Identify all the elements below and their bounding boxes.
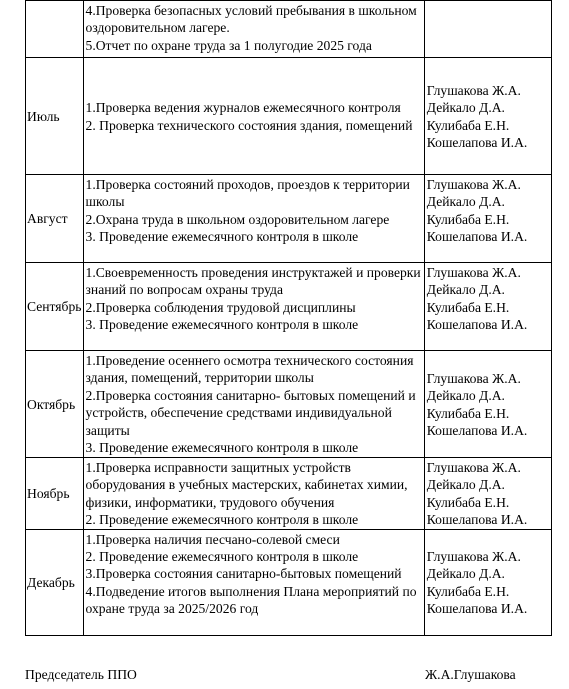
month-cell bbox=[26, 58, 84, 175]
month-label: Август bbox=[27, 211, 68, 227]
month-label: Октябрь bbox=[27, 396, 76, 412]
task-item: 4.Подведение итогов выполнения Плана мероприятий по охране труда за 2025/2026 год bbox=[85, 583, 417, 617]
task-item: 3. Проведение ежемесячного контроля в школе bbox=[85, 440, 359, 456]
task-item: 1.Проверка состояний проходов, проездов к территории школы bbox=[85, 177, 410, 210]
table-row bbox=[26, 58, 552, 175]
responsible-person: Кошелапова И.А. bbox=[426, 134, 528, 150]
tasks-cell bbox=[83, 175, 424, 263]
task-item: 2.Проверка соблюдения трудовой дисциплины bbox=[85, 299, 356, 315]
responsible-person: Глушакова Ж.А. bbox=[426, 548, 521, 564]
task-item: 3. Проведение ежемесячного контроля в школе bbox=[85, 317, 359, 333]
tasks-cell bbox=[83, 263, 424, 351]
table-row bbox=[26, 175, 552, 263]
responsible-cell bbox=[424, 175, 551, 263]
responsible-cell bbox=[424, 458, 551, 530]
table-row bbox=[26, 1, 552, 58]
responsible-person: Дейкало Д.А. bbox=[426, 388, 505, 404]
tasks-cell bbox=[83, 58, 424, 175]
work-plan-table bbox=[25, 0, 552, 636]
month-label: Июль bbox=[27, 108, 60, 124]
responsible-person: Дейкало Д.А. bbox=[426, 477, 505, 493]
responsible-person: Кошелапова И.А. bbox=[426, 229, 528, 245]
responsible-person: Дейкало Д.А. bbox=[426, 100, 505, 116]
responsible-person: Глушакова Ж.А. bbox=[426, 460, 521, 475]
task-item: 4.Проверка безопасных условий пребывания в школьном оздоровительном лагере. bbox=[85, 3, 417, 36]
task-item: 1.Проверка исправности защитных устройств оборудования в учебных мастерских, кабинетах химии, физики, информатики, трудового обучения bbox=[85, 460, 408, 510]
chairman-name: Ж.А.Глушакова bbox=[425, 667, 516, 682]
responsible-cell bbox=[424, 58, 551, 175]
responsible-person: Глушакова Ж.А. bbox=[426, 265, 521, 280]
task-item: 2.Охрана труда в школьном оздоровительном лагере bbox=[85, 211, 390, 227]
tasks-cell bbox=[83, 351, 424, 458]
responsible-person: Кошелапова И.А. bbox=[426, 512, 528, 528]
task-item: 3.Проверка состояния санитарно-бытовых помещений bbox=[85, 566, 402, 582]
month-cell bbox=[26, 263, 84, 351]
responsible-person: Дейкало Д.А. bbox=[426, 282, 505, 298]
month-cell bbox=[26, 529, 84, 635]
table-row bbox=[26, 263, 552, 351]
responsible-person: Кулибаба Е.Н. bbox=[426, 211, 510, 227]
responsible-person: Глушакова Ж.А. bbox=[426, 177, 521, 192]
responsible-person: Глушакова Ж.А. bbox=[426, 82, 521, 98]
responsible-person: Кулибаба Е.Н. bbox=[426, 583, 510, 599]
task-item: 1.Проведение осеннего осмотра технического состояния здания, помещений, территории школы bbox=[85, 353, 414, 386]
table-row bbox=[26, 458, 552, 530]
responsible-cell bbox=[424, 263, 551, 351]
responsible-person: Кошелапова И.А. bbox=[426, 601, 528, 617]
task-item: 2. Проведение ежемесячного контроля в школе bbox=[85, 512, 359, 528]
responsible-person: Кулибаба Е.Н. bbox=[426, 405, 510, 421]
tasks-cell bbox=[83, 458, 424, 530]
task-item: 1.Проверка наличия песчано-солевой смеси bbox=[85, 531, 340, 547]
task-item: 1.Проверка ведения журналов ежемесячного контроля bbox=[85, 100, 401, 116]
table-row bbox=[26, 351, 552, 458]
task-item: 3. Проведение ежемесячного контроля в школе bbox=[85, 229, 359, 245]
responsible-person: Кошелапова И.А. bbox=[426, 317, 528, 333]
responsible-person: Дейкало Д.А. bbox=[426, 566, 505, 582]
responsible-person: Кулибаба Е.Н. bbox=[426, 299, 510, 315]
responsible-person: Кулибаба Е.Н. bbox=[426, 494, 510, 510]
responsible-cell bbox=[424, 351, 551, 458]
month-cell bbox=[26, 458, 84, 530]
task-item: 5.Отчет по охране труда за 1 полугодие 2025 года bbox=[85, 37, 372, 53]
responsible-cell bbox=[424, 529, 551, 635]
month-label: Ноябрь bbox=[27, 486, 70, 502]
task-item: 2.Проверка состояния санитарно- бытовых помещений и устройств, обеспечение средствами индивидуальной защиты bbox=[85, 387, 416, 438]
responsible-cell bbox=[424, 1, 551, 58]
table-row bbox=[26, 529, 552, 635]
task-item: 2. Проверка технического состояния здания, помещений bbox=[85, 117, 413, 133]
month-cell bbox=[26, 351, 84, 458]
responsible-person: Дейкало Д.А. bbox=[426, 194, 505, 210]
tasks-cell bbox=[83, 1, 424, 58]
responsible-person: Глушакова Ж.А. bbox=[426, 370, 521, 386]
responsible-person: Кулибаба Е.Н. bbox=[426, 117, 510, 133]
task-item: 1.Своевременность проведения инструктажей и проверки знаний по вопросам охраны труда bbox=[85, 265, 421, 298]
task-item: 2. Проведение ежемесячного контроля в школе bbox=[85, 549, 359, 565]
month-cell bbox=[26, 1, 84, 58]
responsible-person: Кошелапова И.А. bbox=[426, 422, 528, 438]
month-cell bbox=[26, 175, 84, 263]
chairman-title: Председатель ППО bbox=[25, 667, 137, 682]
month-label: Сентябрь bbox=[27, 299, 82, 315]
tasks-cell bbox=[83, 529, 424, 635]
month-label: Декабрь bbox=[27, 574, 75, 590]
